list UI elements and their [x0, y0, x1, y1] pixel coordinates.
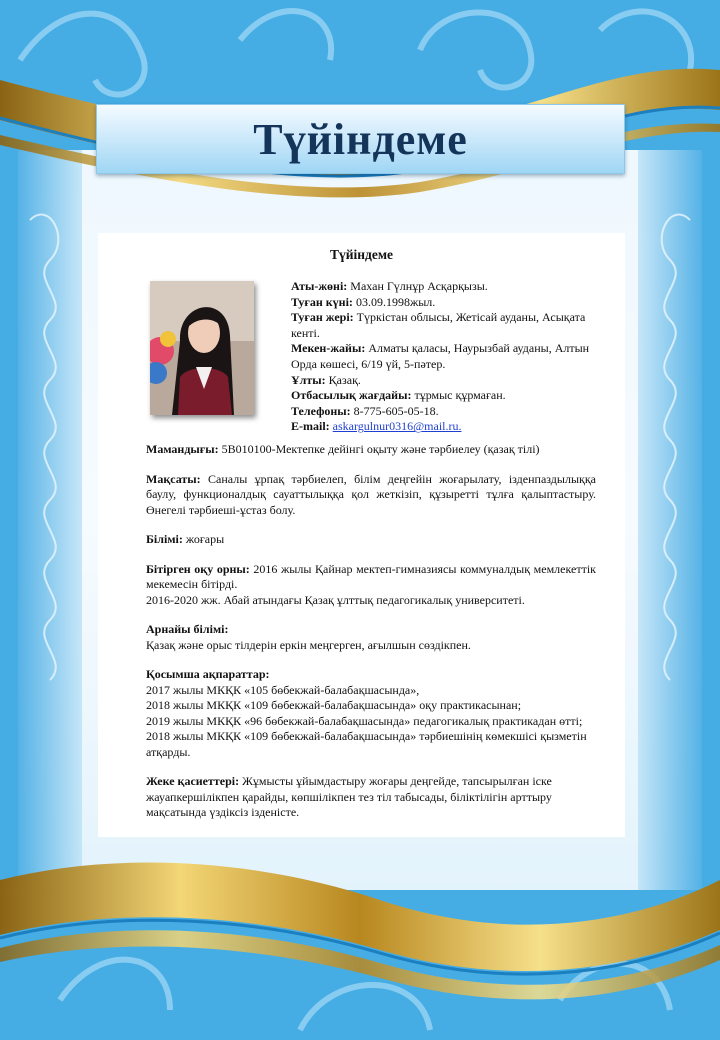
birthdate-line: Туған күні: 03.09.1998жыл. — [291, 294, 436, 309]
banner-title: Түйіндеме — [253, 114, 468, 164]
email-line: E-mail: askargulnur0316@mail.ru. — [291, 419, 462, 434]
document-title: Түйіндеме — [329, 247, 394, 262]
email-link[interactable]: askargulnur0316@mail.ru. — [332, 419, 462, 434]
additional-section: Қосымша ақпараттар: 2017 жылы МКҚК «105 бөбекжай-балабақшасында», 2018 жылы МКҚК «109 бөбекжай-балабақшасында» оқу практикасынан; 2019 жылы МКҚК «96 бөбекжай-балабақшасында» педагогикалық практикадан өтті; 2018 жылы МКҚК «109 бөбекжай-балабақшасында» тәрбиешінің көмекшісі қызметін атқарды. — [146, 667, 587, 759]
profile-photo — [150, 281, 254, 415]
phone-line: Телефоны: 8-775-605-05-18. — [291, 403, 439, 418]
title-banner — [96, 104, 625, 174]
additional-item: 2018 жылы МКҚК «109 бөбекжай-балабақшасында» оқу практикасынан; — [146, 698, 522, 712]
additional-item: 2017 жылы МКҚК «105 бөбекжай-балабақшасында», — [146, 682, 420, 697]
goal-section: Мақсаты: Саналы ұрпақ тәрбиелеп, білім деңгейін жоғарылату, ізденпаздылыққа баулу, функционалдық сауаттылыққа қол жеткізіп, құзыретті тұлға қалыптастыру. Өнегелі тәрбиеші-ұстаз болу. — [146, 471, 596, 517]
name-line: Аты-жөні: Махан Гүлнұр Асқарқызы. — [291, 279, 488, 293]
qualities-section: Жеке қасиеттері: Жұмысты ұйымдастыру жоғары деңгейде, тапсырылған іске жауапкершілікпен қарайды, көпшілікпен тез тіл табысады, біліктілігін арттыру мақсатында үздіксіз ізденісте. — [146, 774, 552, 819]
school-section: Бітірген оқу орны: 2016 жылы Қайнар мектеп-гимназиясы коммуналдық мемлекеттік мекемесін бітірді. 2016-2020 жж. Абай атындағы Қазақ ұлттық педагогикалық университеті. — [146, 561, 596, 607]
marital-line: Отбасылық жағдайы: тұрмыс құрмаған. — [291, 388, 506, 403]
personal-info — [291, 279, 591, 435]
resume-body — [146, 442, 596, 835]
resume-document — [98, 233, 625, 837]
special-section: Арнайы білімі: Қазақ және орыс тілдерін еркін меңгерген, ағылшын сөздікпен. — [146, 622, 471, 652]
additional-item: 2019 жылы МКҚК «96 бөбекжай-балабақшасында» педагогикалық практикадан өтті; — [146, 713, 583, 728]
nationality-line: Ұлты: Қазақ. — [291, 372, 361, 387]
additional-item: 2018 жылы МКҚК «109 бөбекжай-балабақшасында» тәрбиешінің көмекшісі қызметін атқарды. — [146, 729, 587, 759]
birthplace-line: Туған жері: Түркістан облысы, Жетісай ауданы, Асықата кенті. — [291, 310, 586, 340]
address-line: Мекен-жайы: Алматы қаласы, Наурызбай ауданы, Алтын Орда көшесі, 6/19 үй, 5-пәтер. — [291, 341, 590, 371]
education-section: Білімі: жоғары — [146, 532, 225, 546]
specialty-section: Мамандығы: 5В010100-Мектепке дейінгі оқыту және тәрбиелеу (қазақ тілі) — [146, 442, 540, 456]
